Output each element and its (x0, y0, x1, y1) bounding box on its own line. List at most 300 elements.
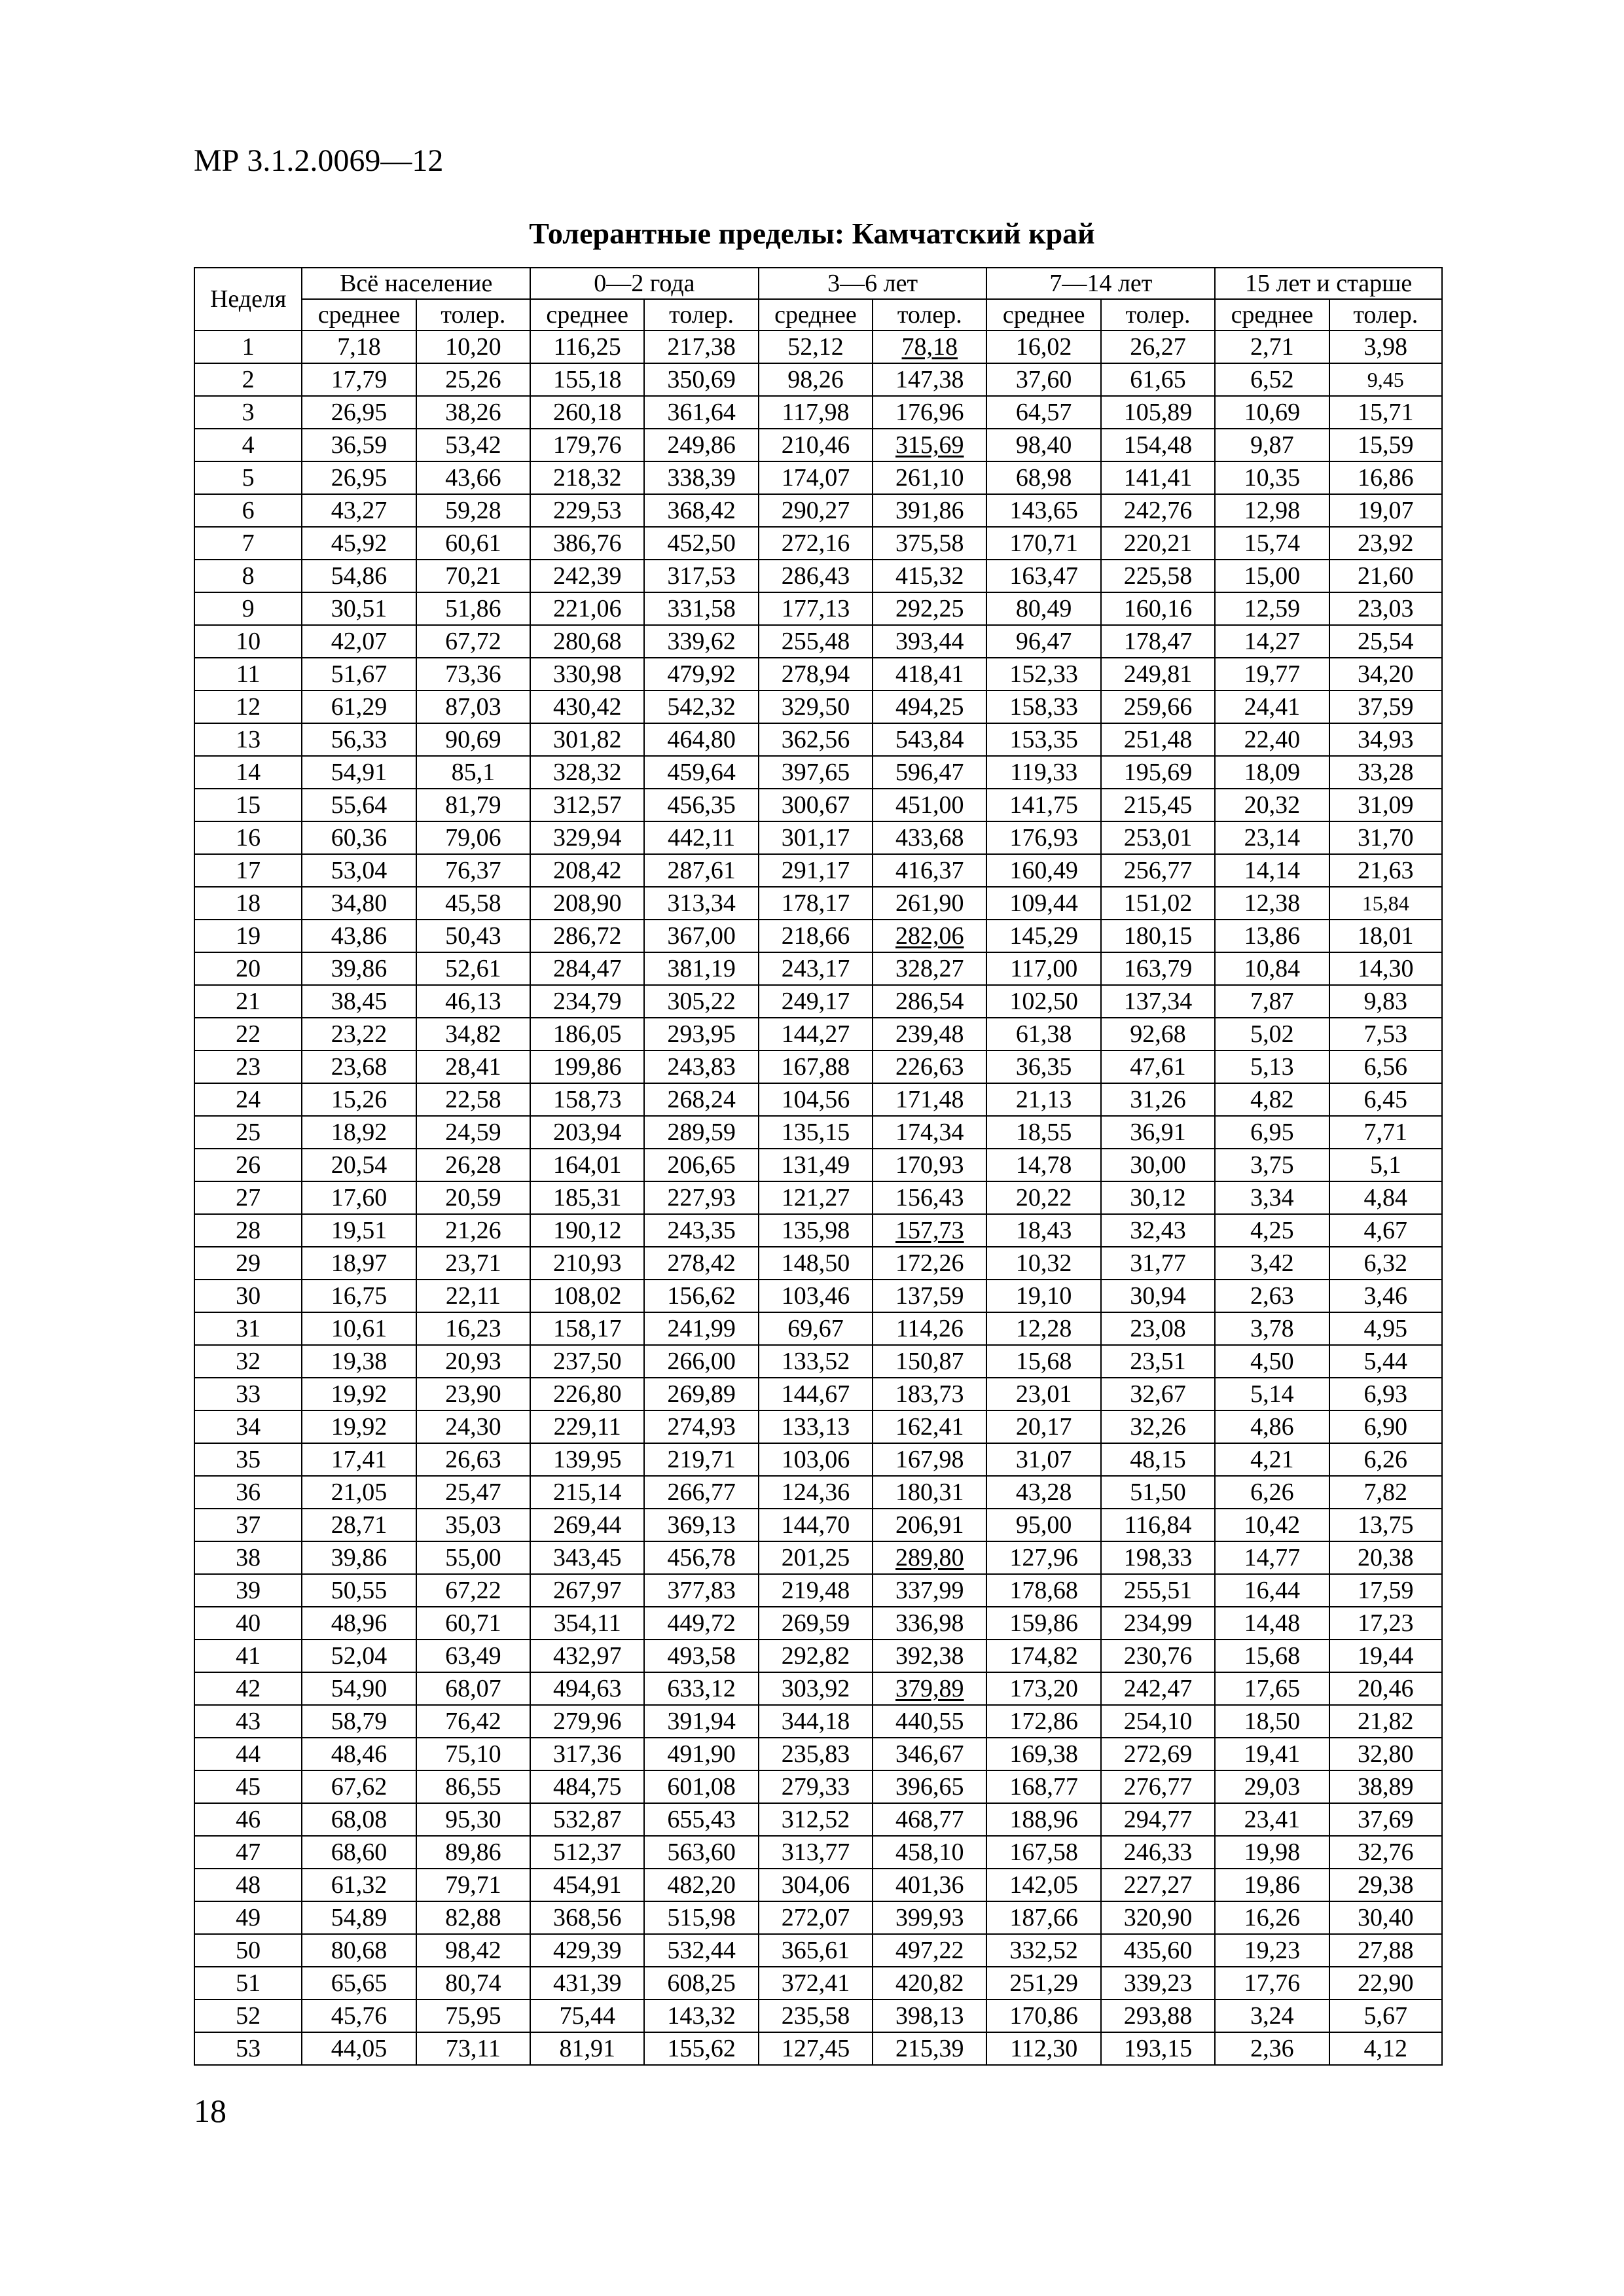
value-cell: 20,17 (986, 1410, 1100, 1443)
value-cell: 104,56 (759, 1083, 873, 1116)
table-row (194, 1214, 1442, 1247)
value-cell: 24,59 (416, 1116, 530, 1149)
sub-header-tol: толер. (644, 299, 758, 331)
value-cell: 135,15 (759, 1116, 873, 1149)
table-body (194, 331, 1442, 2065)
week-number-cell: 47 (194, 1836, 302, 1869)
value-cell: 14,27 (1215, 625, 1329, 658)
value-cell: 292,25 (873, 592, 986, 625)
value-cell: 124,36 (759, 1476, 873, 1509)
week-number-cell: 31 (194, 1312, 302, 1345)
week-number-cell: 7 (194, 527, 302, 560)
value-cell: 255,51 (1101, 1574, 1215, 1607)
value-cell: 317,36 (530, 1738, 644, 1770)
week-number-cell: 51 (194, 1967, 302, 2000)
value-cell: 3,46 (1329, 1280, 1442, 1312)
value-cell (873, 429, 986, 461)
value-cell: 21,26 (416, 1214, 530, 1247)
sub-header-avg: среднее (530, 299, 644, 331)
value-cell: 50,55 (302, 1574, 416, 1607)
value-cell: 174,34 (873, 1116, 986, 1149)
value-cell: 10,35 (1215, 461, 1329, 494)
value-cell: 31,70 (1329, 821, 1442, 854)
value-cell: 80,49 (986, 592, 1100, 625)
value-cell: 23,71 (416, 1247, 530, 1280)
value-cell: 60,61 (416, 527, 530, 560)
value-cell: 286,54 (873, 985, 986, 1018)
value-cell: 109,44 (986, 887, 1100, 920)
value-cell: 95,00 (986, 1509, 1100, 1541)
value-cell: 6,52 (1215, 363, 1329, 396)
value-cell: 159,86 (986, 1607, 1100, 1640)
table-row (194, 1803, 1442, 1836)
value-cell: 76,42 (416, 1705, 530, 1738)
value-cell: 6,95 (1215, 1116, 1329, 1149)
value-cell: 458,10 (873, 1836, 986, 1869)
value-cell: 5,67 (1329, 2000, 1442, 2032)
week-number-cell: 23 (194, 1050, 302, 1083)
value-cell: 116,84 (1101, 1509, 1215, 1541)
value-cell: 415,32 (873, 560, 986, 592)
value-cell: 32,43 (1101, 1214, 1215, 1247)
value-cell: 291,17 (759, 854, 873, 887)
value-cell: 320,90 (1101, 1901, 1215, 1934)
value-cell: 24,30 (416, 1410, 530, 1443)
value-cell: 601,08 (644, 1770, 758, 1803)
value-cell: 279,96 (530, 1705, 644, 1738)
value-cell: 180,31 (873, 1476, 986, 1509)
group-header-15-plus: 15 лет и старше (1215, 268, 1442, 299)
value-cell: 494,63 (530, 1672, 644, 1705)
value-cell: 344,18 (759, 1705, 873, 1738)
value-cell: 292,82 (759, 1640, 873, 1672)
week-number-cell: 39 (194, 1574, 302, 1607)
value-cell: 343,45 (530, 1541, 644, 1574)
value-cell: 75,95 (416, 2000, 530, 2032)
value-cell: 38,26 (416, 396, 530, 429)
value-cell: 103,46 (759, 1280, 873, 1312)
value-cell: 442,11 (644, 821, 758, 854)
value-cell: 92,68 (1101, 1018, 1215, 1050)
value-cell: 243,35 (644, 1214, 758, 1247)
value-cell: 452,50 (644, 527, 758, 560)
value-cell: 143,65 (986, 494, 1100, 527)
table-row (194, 363, 1442, 396)
value-cell: 67,72 (416, 625, 530, 658)
value-cell: 105,89 (1101, 396, 1215, 429)
value-cell: 141,75 (986, 789, 1100, 821)
week-number-cell: 6 (194, 494, 302, 527)
value-cell: 15,59 (1329, 429, 1442, 461)
value-cell: 26,63 (416, 1443, 530, 1476)
value-cell: 174,07 (759, 461, 873, 494)
value-cell: 249,17 (759, 985, 873, 1018)
value-cell: 185,31 (530, 1181, 644, 1214)
value-cell: 37,59 (1329, 691, 1442, 723)
value-cell: 114,26 (873, 1312, 986, 1345)
value-cell: 367,00 (644, 920, 758, 952)
value-cell: 21,13 (986, 1083, 1100, 1116)
value-cell: 6,56 (1329, 1050, 1442, 1083)
value-cell: 251,29 (986, 1967, 1100, 2000)
value-cell: 158,73 (530, 1083, 644, 1116)
table-row (194, 821, 1442, 854)
value-cell: 361,64 (644, 396, 758, 429)
value-cell: 25,47 (416, 1476, 530, 1509)
table-row (194, 1410, 1442, 1443)
value-cell: 226,80 (530, 1378, 644, 1410)
week-number-cell: 13 (194, 723, 302, 756)
value-cell: 5,13 (1215, 1050, 1329, 1083)
value-cell: 19,51 (302, 1214, 416, 1247)
value-cell: 15,00 (1215, 560, 1329, 592)
value-cell: 15,74 (1215, 527, 1329, 560)
value-cell: 219,71 (644, 1443, 758, 1476)
value-cell: 54,86 (302, 560, 416, 592)
group-header-3-6: 3—6 лет (759, 268, 987, 299)
value-cell: 532,87 (530, 1803, 644, 1836)
table-row (194, 1443, 1442, 1476)
value-cell: 14,77 (1215, 1541, 1329, 1574)
value-cell: 272,16 (759, 527, 873, 560)
week-number-cell: 40 (194, 1607, 302, 1640)
table-row (194, 1050, 1442, 1083)
tolerance-limits-table (194, 267, 1443, 2066)
value-cell: 459,64 (644, 756, 758, 789)
value-cell: 4,25 (1215, 1214, 1329, 1247)
value-cell: 63,49 (416, 1640, 530, 1672)
value-cell: 95,30 (416, 1803, 530, 1836)
value-cell: 369,13 (644, 1509, 758, 1541)
table-row (194, 756, 1442, 789)
value-cell: 269,59 (759, 1607, 873, 1640)
value-cell: 31,09 (1329, 789, 1442, 821)
week-number-cell: 34 (194, 1410, 302, 1443)
value-cell: 377,83 (644, 1574, 758, 1607)
table-row (194, 625, 1442, 658)
value-cell: 13,75 (1329, 1509, 1442, 1541)
value-cell: 3,98 (1329, 331, 1442, 363)
sub-header-avg: среднее (986, 299, 1100, 331)
value-cell: 31,26 (1101, 1083, 1215, 1116)
value-cell: 87,03 (416, 691, 530, 723)
value-cell: 29,38 (1329, 1869, 1442, 1901)
sub-header-tol: толер. (1101, 299, 1215, 331)
value-cell: 18,43 (986, 1214, 1100, 1247)
value-cell: 127,45 (759, 2032, 873, 2065)
value-cell: 80,74 (416, 1967, 530, 2000)
value-cell: 170,71 (986, 527, 1100, 560)
value-cell: 312,52 (759, 1803, 873, 1836)
week-number-cell: 22 (194, 1018, 302, 1050)
value-cell: 28,71 (302, 1509, 416, 1541)
table-row (194, 1967, 1442, 2000)
value-cell: 286,72 (530, 920, 644, 952)
value-cell: 20,32 (1215, 789, 1329, 821)
value-cell: 12,38 (1215, 887, 1329, 920)
value-cell: 246,33 (1101, 1836, 1215, 1869)
value-cell: 328,27 (873, 952, 986, 985)
value-cell (873, 331, 986, 363)
value-cell: 170,93 (873, 1149, 986, 1181)
table-row (194, 1345, 1442, 1378)
value-cell: 117,98 (759, 396, 873, 429)
value-cell: 16,26 (1215, 1901, 1329, 1934)
value-cell: 152,33 (986, 658, 1100, 691)
value-cell: 29,03 (1215, 1770, 1329, 1803)
value-cell: 60,71 (416, 1607, 530, 1640)
value-cell: 150,87 (873, 1345, 986, 1378)
value-cell: 26,95 (302, 461, 416, 494)
value-cell: 137,59 (873, 1280, 986, 1312)
value-cell: 497,22 (873, 1934, 986, 1967)
value-cell: 398,13 (873, 2000, 986, 2032)
value-cell: 36,91 (1101, 1116, 1215, 1149)
value-cell: 253,01 (1101, 821, 1215, 854)
value-cell: 287,61 (644, 854, 758, 887)
value-cell: 221,06 (530, 592, 644, 625)
value-cell: 26,27 (1101, 331, 1215, 363)
value-cell: 32,67 (1101, 1378, 1215, 1410)
value-cell: 338,39 (644, 461, 758, 494)
table-row (194, 1607, 1442, 1640)
week-number-cell: 1 (194, 331, 302, 363)
value-cell: 155,62 (644, 2032, 758, 2065)
table-row (194, 461, 1442, 494)
value-cell: 19,10 (986, 1280, 1100, 1312)
table-row (194, 1541, 1442, 1574)
week-number-cell: 28 (194, 1214, 302, 1247)
value-cell: 22,58 (416, 1083, 530, 1116)
value-cell: 141,41 (1101, 461, 1215, 494)
header-row-sub (194, 299, 1442, 331)
value-cell: 312,57 (530, 789, 644, 821)
value-cell: 133,52 (759, 1345, 873, 1378)
value-cell: 47,61 (1101, 1050, 1215, 1083)
value-cell: 158,17 (530, 1312, 644, 1345)
value-cell: 183,73 (873, 1378, 986, 1410)
value-cell: 532,44 (644, 1934, 758, 1967)
table-row (194, 1934, 1442, 1967)
value-cell: 9,45 (1329, 363, 1442, 396)
value-cell: 69,67 (759, 1312, 873, 1345)
value-cell: 21,05 (302, 1476, 416, 1509)
week-number-cell: 25 (194, 1116, 302, 1149)
value-cell: 201,25 (759, 1541, 873, 1574)
value-cell: 397,65 (759, 756, 873, 789)
value-cell: 596,47 (873, 756, 986, 789)
value-cell: 266,00 (644, 1345, 758, 1378)
value-cell: 31,77 (1101, 1247, 1215, 1280)
value-cell: 176,93 (986, 821, 1100, 854)
group-header-7-14: 7—14 лет (986, 268, 1215, 299)
value-cell: 34,93 (1329, 723, 1442, 756)
value-cell: 269,89 (644, 1378, 758, 1410)
value-cell (873, 1541, 986, 1574)
value-cell: 15,71 (1329, 396, 1442, 429)
value-cell: 43,86 (302, 920, 416, 952)
value-cell: 24,41 (1215, 691, 1329, 723)
page-number: 18 (194, 2092, 226, 2129)
document-code: МР 3.1.2.0069—12 (194, 143, 444, 178)
value-cell: 67,22 (416, 1574, 530, 1607)
value-cell: 151,02 (1101, 887, 1215, 920)
value-cell: 280,68 (530, 625, 644, 658)
value-cell: 18,97 (302, 1247, 416, 1280)
value-cell: 145,29 (986, 920, 1100, 952)
underlined-value: 289,80 (895, 1544, 964, 1571)
value-cell: 17,41 (302, 1443, 416, 1476)
table-row (194, 920, 1442, 952)
week-number-cell: 5 (194, 461, 302, 494)
value-cell: 48,15 (1101, 1443, 1215, 1476)
value-cell: 23,03 (1329, 592, 1442, 625)
value-cell: 239,48 (873, 1018, 986, 1050)
value-cell: 169,38 (986, 1738, 1100, 1770)
week-number-cell: 48 (194, 1869, 302, 1901)
value-cell: 468,77 (873, 1803, 986, 1836)
value-cell: 4,86 (1215, 1410, 1329, 1443)
value-cell: 38,45 (302, 985, 416, 1018)
week-number-cell: 50 (194, 1934, 302, 1967)
value-cell: 294,77 (1101, 1803, 1215, 1836)
value-cell: 10,20 (416, 331, 530, 363)
table-row (194, 789, 1442, 821)
value-cell: 17,23 (1329, 1607, 1442, 1640)
value-cell: 235,58 (759, 2000, 873, 2032)
value-cell: 51,86 (416, 592, 530, 625)
value-cell: 6,45 (1329, 1083, 1442, 1116)
value-cell: 199,86 (530, 1050, 644, 1083)
table-row (194, 1672, 1442, 1705)
value-cell: 18,50 (1215, 1705, 1329, 1738)
value-cell: 329,50 (759, 691, 873, 723)
value-cell: 60,36 (302, 821, 416, 854)
week-number-cell: 41 (194, 1640, 302, 1672)
value-cell: 160,49 (986, 854, 1100, 887)
value-cell: 7,18 (302, 331, 416, 363)
value-cell: 44,05 (302, 2032, 416, 2065)
value-cell: 10,32 (986, 1247, 1100, 1280)
value-cell (873, 1672, 986, 1705)
value-cell: 279,33 (759, 1770, 873, 1803)
value-cell: 251,48 (1101, 723, 1215, 756)
value-cell: 206,91 (873, 1509, 986, 1541)
value-cell: 61,32 (302, 1869, 416, 1901)
value-cell: 464,80 (644, 723, 758, 756)
value-cell: 21,60 (1329, 560, 1442, 592)
value-cell: 143,32 (644, 2000, 758, 2032)
value-cell: 440,55 (873, 1705, 986, 1738)
value-cell: 17,59 (1329, 1574, 1442, 1607)
value-cell: 23,14 (1215, 821, 1329, 854)
value-cell: 268,24 (644, 1083, 758, 1116)
value-cell: 153,35 (986, 723, 1100, 756)
value-cell: 119,33 (986, 756, 1100, 789)
value-cell: 21,82 (1329, 1705, 1442, 1738)
value-cell: 230,76 (1101, 1640, 1215, 1672)
value-cell: 75,10 (416, 1738, 530, 1770)
value-cell: 148,50 (759, 1247, 873, 1280)
value-cell: 15,26 (302, 1083, 416, 1116)
value-cell: 61,38 (986, 1018, 1100, 1050)
value-cell: 15,68 (986, 1345, 1100, 1378)
value-cell: 16,02 (986, 331, 1100, 363)
value-cell: 96,47 (986, 625, 1100, 658)
value-cell: 210,93 (530, 1247, 644, 1280)
value-cell: 198,33 (1101, 1541, 1215, 1574)
table-row (194, 723, 1442, 756)
value-cell: 17,65 (1215, 1672, 1329, 1705)
value-cell: 289,59 (644, 1116, 758, 1149)
value-cell: 249,86 (644, 429, 758, 461)
value-cell: 12,98 (1215, 494, 1329, 527)
value-cell: 17,60 (302, 1181, 416, 1214)
value-cell: 54,90 (302, 1672, 416, 1705)
value-cell: 6,32 (1329, 1247, 1442, 1280)
value-cell: 160,16 (1101, 592, 1215, 625)
week-number-cell: 18 (194, 887, 302, 920)
value-cell: 220,21 (1101, 527, 1215, 560)
value-cell: 418,41 (873, 658, 986, 691)
table-row (194, 429, 1442, 461)
table-row (194, 1181, 1442, 1214)
sub-header-tol: толер. (416, 299, 530, 331)
value-cell: 272,07 (759, 1901, 873, 1934)
value-cell: 19,92 (302, 1410, 416, 1443)
value-cell: 186,05 (530, 1018, 644, 1050)
value-cell: 18,01 (1329, 920, 1442, 952)
week-number-cell: 32 (194, 1345, 302, 1378)
group-header-all: Всё население (302, 268, 530, 299)
value-cell: 36,35 (986, 1050, 1100, 1083)
table-row (194, 887, 1442, 920)
value-cell: 9,83 (1329, 985, 1442, 1018)
value-cell: 168,77 (986, 1770, 1100, 1803)
value-cell: 73,36 (416, 658, 530, 691)
value-cell: 43,27 (302, 494, 416, 527)
value-cell: 23,41 (1215, 1803, 1329, 1836)
value-cell: 479,92 (644, 658, 758, 691)
value-cell: 37,69 (1329, 1803, 1442, 1836)
value-cell: 7,87 (1215, 985, 1329, 1018)
week-number-cell: 45 (194, 1770, 302, 1803)
value-cell: 142,05 (986, 1869, 1100, 1901)
value-cell: 215,39 (873, 2032, 986, 2065)
value-cell: 19,98 (1215, 1836, 1329, 1869)
value-cell: 23,22 (302, 1018, 416, 1050)
value-cell: 167,88 (759, 1050, 873, 1083)
value-cell: 156,62 (644, 1280, 758, 1312)
value-cell: 178,68 (986, 1574, 1100, 1607)
value-cell: 218,66 (759, 920, 873, 952)
week-number-cell: 11 (194, 658, 302, 691)
value-cell: 17,79 (302, 363, 416, 396)
sub-header-avg: среднее (1215, 299, 1329, 331)
value-cell: 416,37 (873, 854, 986, 887)
value-cell: 3,75 (1215, 1149, 1329, 1181)
value-cell: 4,67 (1329, 1214, 1442, 1247)
value-cell: 208,42 (530, 854, 644, 887)
value-cell: 89,86 (416, 1836, 530, 1869)
value-cell: 30,00 (1101, 1149, 1215, 1181)
value-cell: 70,21 (416, 560, 530, 592)
value-cell: 433,68 (873, 821, 986, 854)
value-cell: 4,82 (1215, 1083, 1329, 1116)
value-cell: 229,53 (530, 494, 644, 527)
value-cell: 170,86 (986, 2000, 1100, 2032)
value-cell: 432,97 (530, 1640, 644, 1672)
